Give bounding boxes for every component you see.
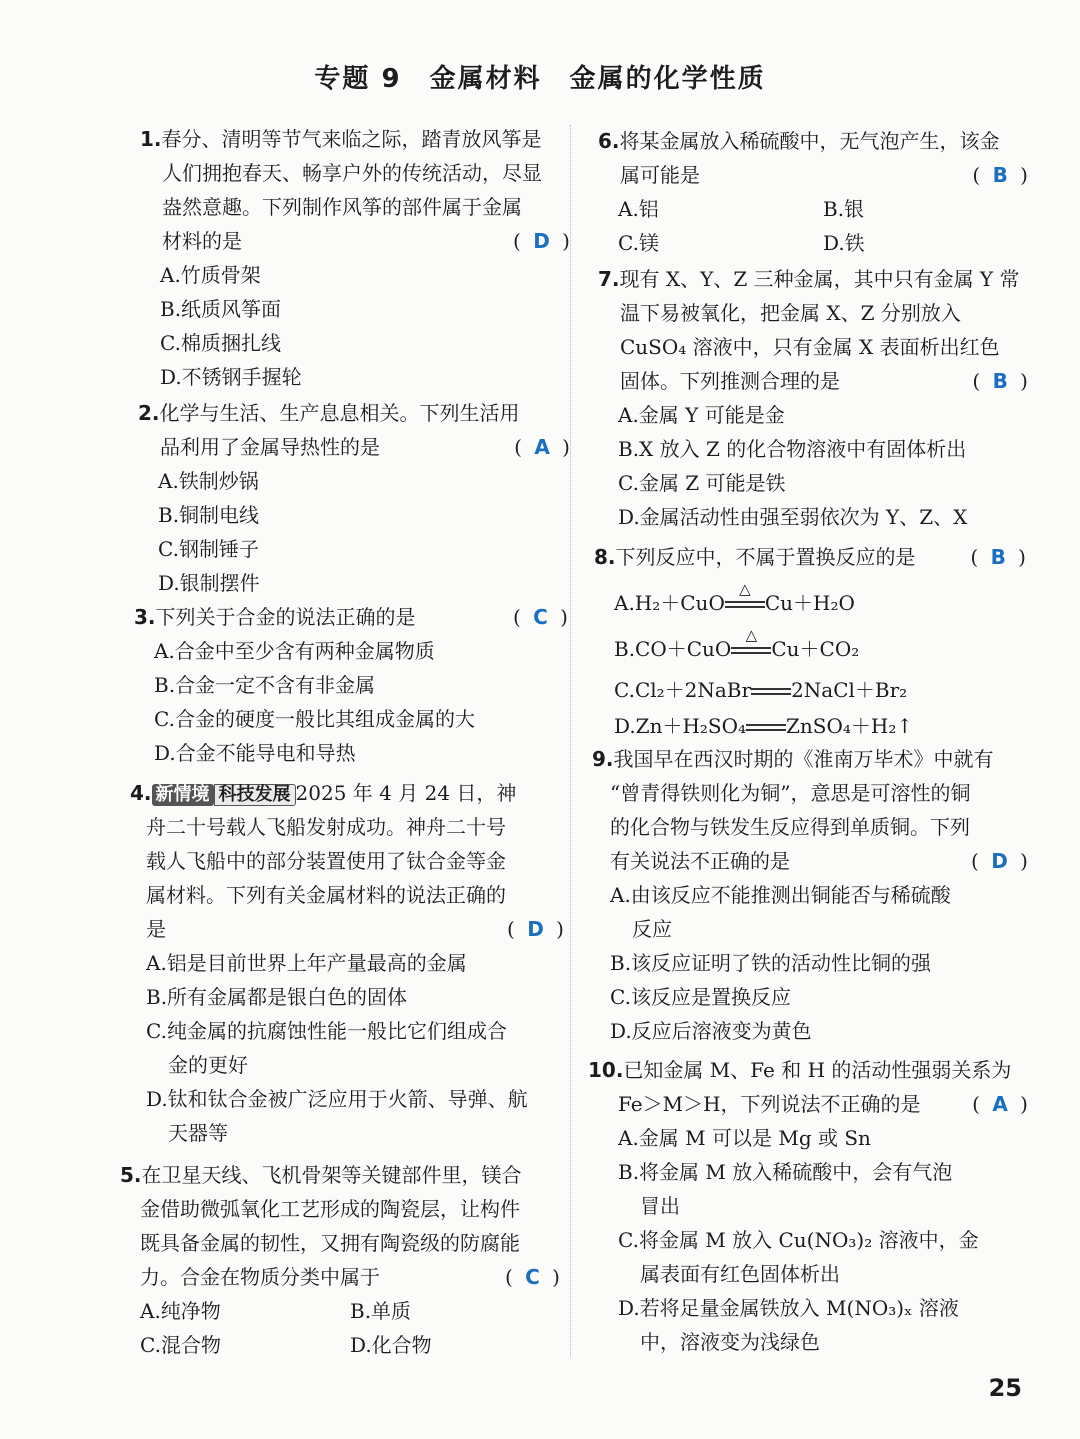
option-continued: 天器等 <box>168 1121 228 1145</box>
question-10: 10.已知金属 M、Fe 和 H 的活动性强弱关系为 Fe＞M＞H，下列说法不正确的是 ( A ) A.金属 M 可以是 Mg 或 Sn B.将金属 M 放入稀硫酸中，会有气泡 冒出 C.将金属 M 放入 Cu(NO₃)₂ 溶液中，金 属表面有红色固体析出 D.若将足量金属铁放入 M(NO₃)ₓ 溶液 中，溶液变为浅绿色 <box>588 1053 1028 1359</box>
option: B.该反应证明了铁的活动性比铜的强 <box>610 951 932 975</box>
heat-symbol: △ <box>739 580 751 598</box>
page-title: 专题 9 金属材料 金属的化学性质 <box>314 64 766 94</box>
option: A.金属 M 可以是 Mg 或 Sn <box>618 1126 871 1150</box>
option-continued: 金的更好 <box>168 1053 248 1077</box>
option: B.所有金属都是银白色的固体 <box>146 985 408 1009</box>
option: B.银 <box>823 197 865 221</box>
option: D.化合物 <box>350 1333 432 1357</box>
question-9: 9.我国早在西汉时期的《淮南万毕术》中就有 “曾青得铁则化为铜”，意思是可溶性的铜 的化合物与铁发生反应得到单质铜。下列 有关说法不正确的是 ( D ) A.由该反应不能推测出铜能否与稀硫酸 反应 B.该反应证明了铁的活动性比铜的强 C.该反应是置换反应 D.反应后溶液变为黄色 <box>592 742 1028 1048</box>
option: A.金属 Y 可能是金 <box>618 403 785 427</box>
equation: A.H₂＋CuO △ Cu＋H₂O <box>614 580 855 615</box>
question-stem: 1.春分、清明等节气来临之际，踏青放风筝是 <box>140 127 542 151</box>
answer-badge: ( D ) <box>971 849 1028 873</box>
option: B.将金属 M 放入稀硫酸中，会有气泡 <box>618 1160 953 1184</box>
equation: D.Zn＋H₂SO₄ ZnSO₄＋H₂↑ <box>614 714 914 738</box>
option: B.合金一定不含有非金属 <box>154 673 376 697</box>
page-number: 25 <box>988 1374 1022 1402</box>
question-5: 5.在卫星天线、飞机骨架等关键部件里，镁合 金借助微弧氧化工艺形成的陶瓷层，让构件 既具备金属的韧性，又拥有陶瓷级的防腐能 力。合金在物质分类中属于 ( C ) A.纯净物 B.单质 C.混合物 D.化合物 <box>120 1158 560 1362</box>
option: A.纯净物 <box>140 1299 221 1323</box>
option: D.钛和钛合金被广泛应用于火箭、导弹、航 <box>146 1087 528 1111</box>
equation: B.CO＋CuO △ Cu＋CO₂ <box>614 626 860 661</box>
question-6: 6.将某金属放入稀硫酸中，无气泡产生，该金 属可能是 ( B ) A.铝 B.银 C.镁 D.铁 <box>598 124 1028 260</box>
option: D.反应后溶液变为黄色 <box>610 1019 812 1043</box>
option-continued: 中，溶液变为浅绿色 <box>640 1330 820 1354</box>
tech-tag: 科技发展 <box>214 784 296 806</box>
option: A.竹质骨架 <box>160 263 261 287</box>
option: B.单质 <box>350 1299 412 1323</box>
question-8: 8.下列反应中，不属于置换反应的是 ( B ) A.H₂＋CuO △ Cu＋H₂O B.CO＋CuO △ Cu＋CO₂ C.Cl₂＋2NaBr 2NaCl＋Br₂ D.Zn＋H₂SO₄ ZnSO₄＋H₂↑ <box>594 540 1026 744</box>
answer-badge: ( A ) <box>972 1092 1028 1116</box>
option: C.钢制锤子 <box>158 537 259 561</box>
option-continued: 反应 <box>632 917 672 941</box>
answer-badge: ( D ) <box>507 917 564 941</box>
option: C.棉质捆扎线 <box>160 331 281 355</box>
option: D.金属活动性由强至弱依次为 Y、Z、X <box>618 505 968 529</box>
option-continued: 冒出 <box>640 1194 680 1218</box>
column-divider <box>570 125 571 1357</box>
option: C.该反应是置换反应 <box>610 985 791 1009</box>
option: A.铝是目前世界上年产量最高的金属 <box>146 951 467 975</box>
answer-badge: ( B ) <box>972 163 1028 187</box>
option: C.将金属 M 放入 Cu(NO₃)₂ 溶液中，金 <box>618 1228 979 1252</box>
option: D.合金不能导电和导热 <box>154 741 356 765</box>
option: D.银制摆件 <box>158 571 260 595</box>
question-1: 1.春分、清明等节气来临之际，踏青放风筝是 人们拥抱春天、畅享户外的传统活动，尽显 盎然意趣。下列制作风筝的部件属于金属 材料的是 ( D ) A.竹质骨架 B.纸质风筝面 C.棉质捆扎线 D.不锈钢手握轮 <box>140 122 570 394</box>
option: C.镁 <box>618 231 659 255</box>
question-7: 7.现有 X、Y、Z 三种金属，其中只有金属 Y 常 温下易被氧化，把金属 X、Z 分别放入 CuSO₄ 溶液中，只有金属 X 表面析出红色 固体。下列推测合理的是 ( B ) A.金属 Y 可能是金 B.X 放入 Z 的化合物溶液中有固体析出 C.金属 Z 可能是铁 D.金属活动性由强至弱依次为 Y、Z、X <box>598 262 1028 534</box>
option: A.由该反应不能推测出铜能否与稀硫酸 <box>610 883 951 907</box>
option: B.纸质风筝面 <box>160 297 282 321</box>
option: C.合金的硬度一般比其组成金属的大 <box>154 707 475 731</box>
answer-badge: ( B ) <box>970 545 1026 569</box>
heat-symbol: △ <box>745 626 758 644</box>
option: B.X 放入 Z 的化合物溶液中有固体析出 <box>618 437 967 461</box>
option: C.混合物 <box>140 1333 221 1357</box>
option: A.铁制炒锅 <box>158 469 259 493</box>
new-context-tag: 新情境 <box>152 784 214 806</box>
option: A.合金中至少含有两种金属物质 <box>154 639 435 663</box>
option: D.不锈钢手握轮 <box>160 365 302 389</box>
answer-badge: ( D ) <box>513 229 570 253</box>
answer-badge: ( A ) <box>514 435 570 459</box>
answer-badge: ( B ) <box>972 369 1028 393</box>
option-continued: 属表面有红色固体析出 <box>640 1262 840 1286</box>
question-3: 3.下列关于合金的说法正确的是 ( C ) A.合金中至少含有两种金属物质 B.合金一定不含有非金属 C.合金的硬度一般比其组成金属的大 D.合金不能导电和导热 <box>134 600 568 770</box>
question-4: 4. 新情境 科技发展 2025 年 4 月 24 日，神 舟二十号载人飞船发射成功。神舟二十号 载人飞船中的部分装置使用了钛合金等金 属材料。下列有关金属材料的说法正确的 是 ( D ) A.铝是目前世界上年产量最高的金属 B.所有金属都是银白色的固体 C.纯金属的抗腐蚀性能一般比它们组成合 金的更好 D.钛和钛合金被广泛应用于火箭、导弹、航 天器等 <box>130 776 564 1150</box>
option: A.铝 <box>618 197 659 221</box>
answer-badge: ( C ) <box>512 605 568 629</box>
option: C.金属 Z 可能是铁 <box>618 471 786 495</box>
option: C.纯金属的抗腐蚀性能一般比它们组成合 <box>146 1019 507 1043</box>
question-2: 2.化学与生活、生产息息相关。下列生活用 品利用了金属导热性的是 ( A ) A.铁制炒锅 B.铜制电线 C.钢制锤子 D.银制摆件 <box>138 396 570 600</box>
option: D.铁 <box>823 231 865 255</box>
option: D.若将足量金属铁放入 M(NO₃)ₓ 溶液 <box>618 1296 959 1320</box>
option: B.铜制电线 <box>158 503 260 527</box>
answer-badge: ( C ) <box>504 1265 560 1289</box>
equation: C.Cl₂＋2NaBr 2NaCl＋Br₂ <box>614 678 908 702</box>
